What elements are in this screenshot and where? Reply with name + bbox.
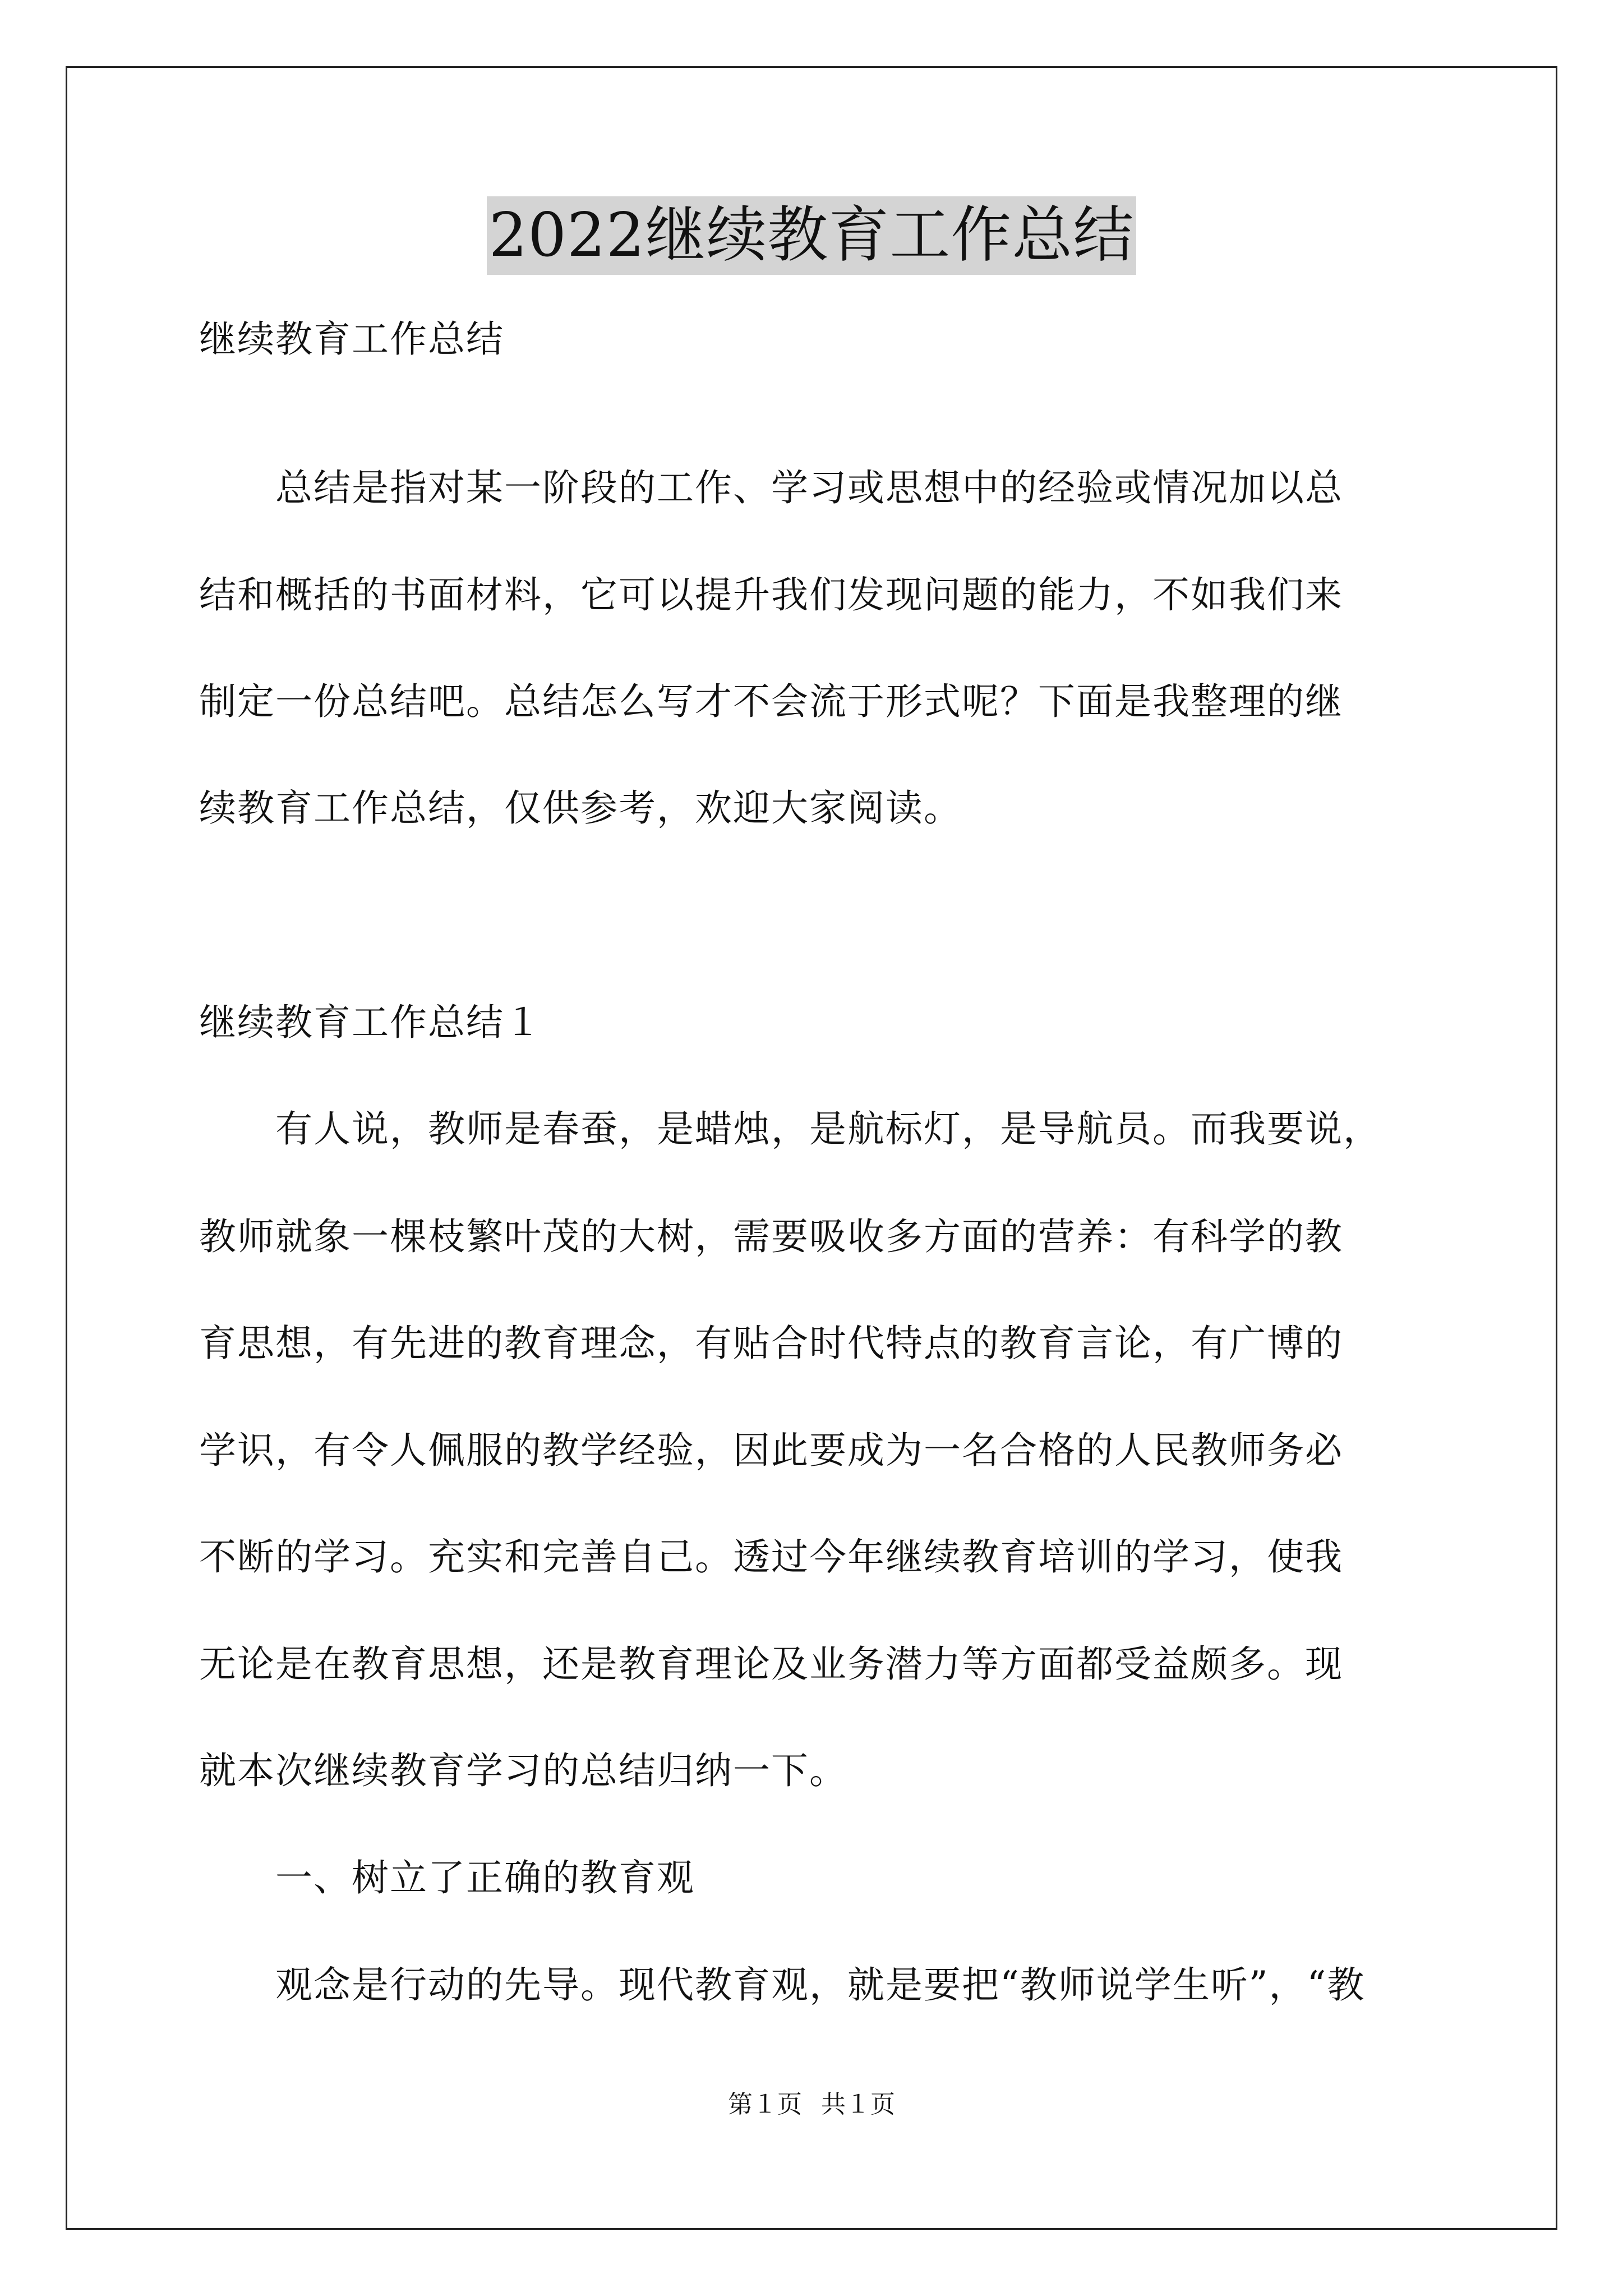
- intro-line: 结和概括的书面材料，它可以提升我们发现问题的能力，不如我们来: [199, 573, 1343, 616]
- title-container: [0, 196, 1623, 275]
- body-line: 教师就象一棵枝繁叶茂的大树，需要吸收多方面的营养：有科学的教: [199, 1215, 1343, 1258]
- page-total: 共１页: [821, 2090, 895, 2119]
- body-line: 有人说，教师是春蚕，是蜡烛，是航标灯，是导航员。而我要说，: [199, 1107, 1381, 1151]
- section-heading: 继续教育工作总结１: [199, 1001, 542, 1044]
- intro-line: 总结是指对某一阶段的工作、学习或思想中的经验或情况加以总: [199, 466, 1343, 509]
- body-line: 育思想，有先进的教育理念，有贴合时代特点的教育言论，有广博的: [199, 1322, 1343, 1365]
- body-line: 学识，有令人佩服的教学经验，因此要成为一名合格的人民教师务必: [199, 1429, 1343, 1472]
- intro-line: 续教育工作总结，仅供参考，欢迎大家阅读。: [199, 786, 962, 830]
- page-number: 第１页: [728, 2090, 802, 2119]
- body-line: 无论是在教育思想，还是教育理论及业务潜力等方面都受益颇多。现: [199, 1642, 1343, 1686]
- document-title: 2022继续教育工作总结: [487, 196, 1137, 275]
- body-line: 不断的学习。充实和完善自己。透过今年继续教育培训的学习，使我: [199, 1535, 1343, 1579]
- point-heading: 一、树立了正确的教育观: [199, 1856, 695, 1899]
- page-footer: [0, 2088, 1623, 2122]
- body-line: 就本次继续教育学习的总结归纳一下。: [199, 1749, 847, 1792]
- intro-line: 制定一份总结吧。总结怎么写才不会流于形式呢？下面是我整理的继: [199, 680, 1343, 723]
- body-line: 观念是行动的先导。现代教育观，就是要把“教师说学生听”，“教: [199, 1963, 1366, 2007]
- document-subtitle: 继续教育工作总结: [199, 318, 504, 361]
